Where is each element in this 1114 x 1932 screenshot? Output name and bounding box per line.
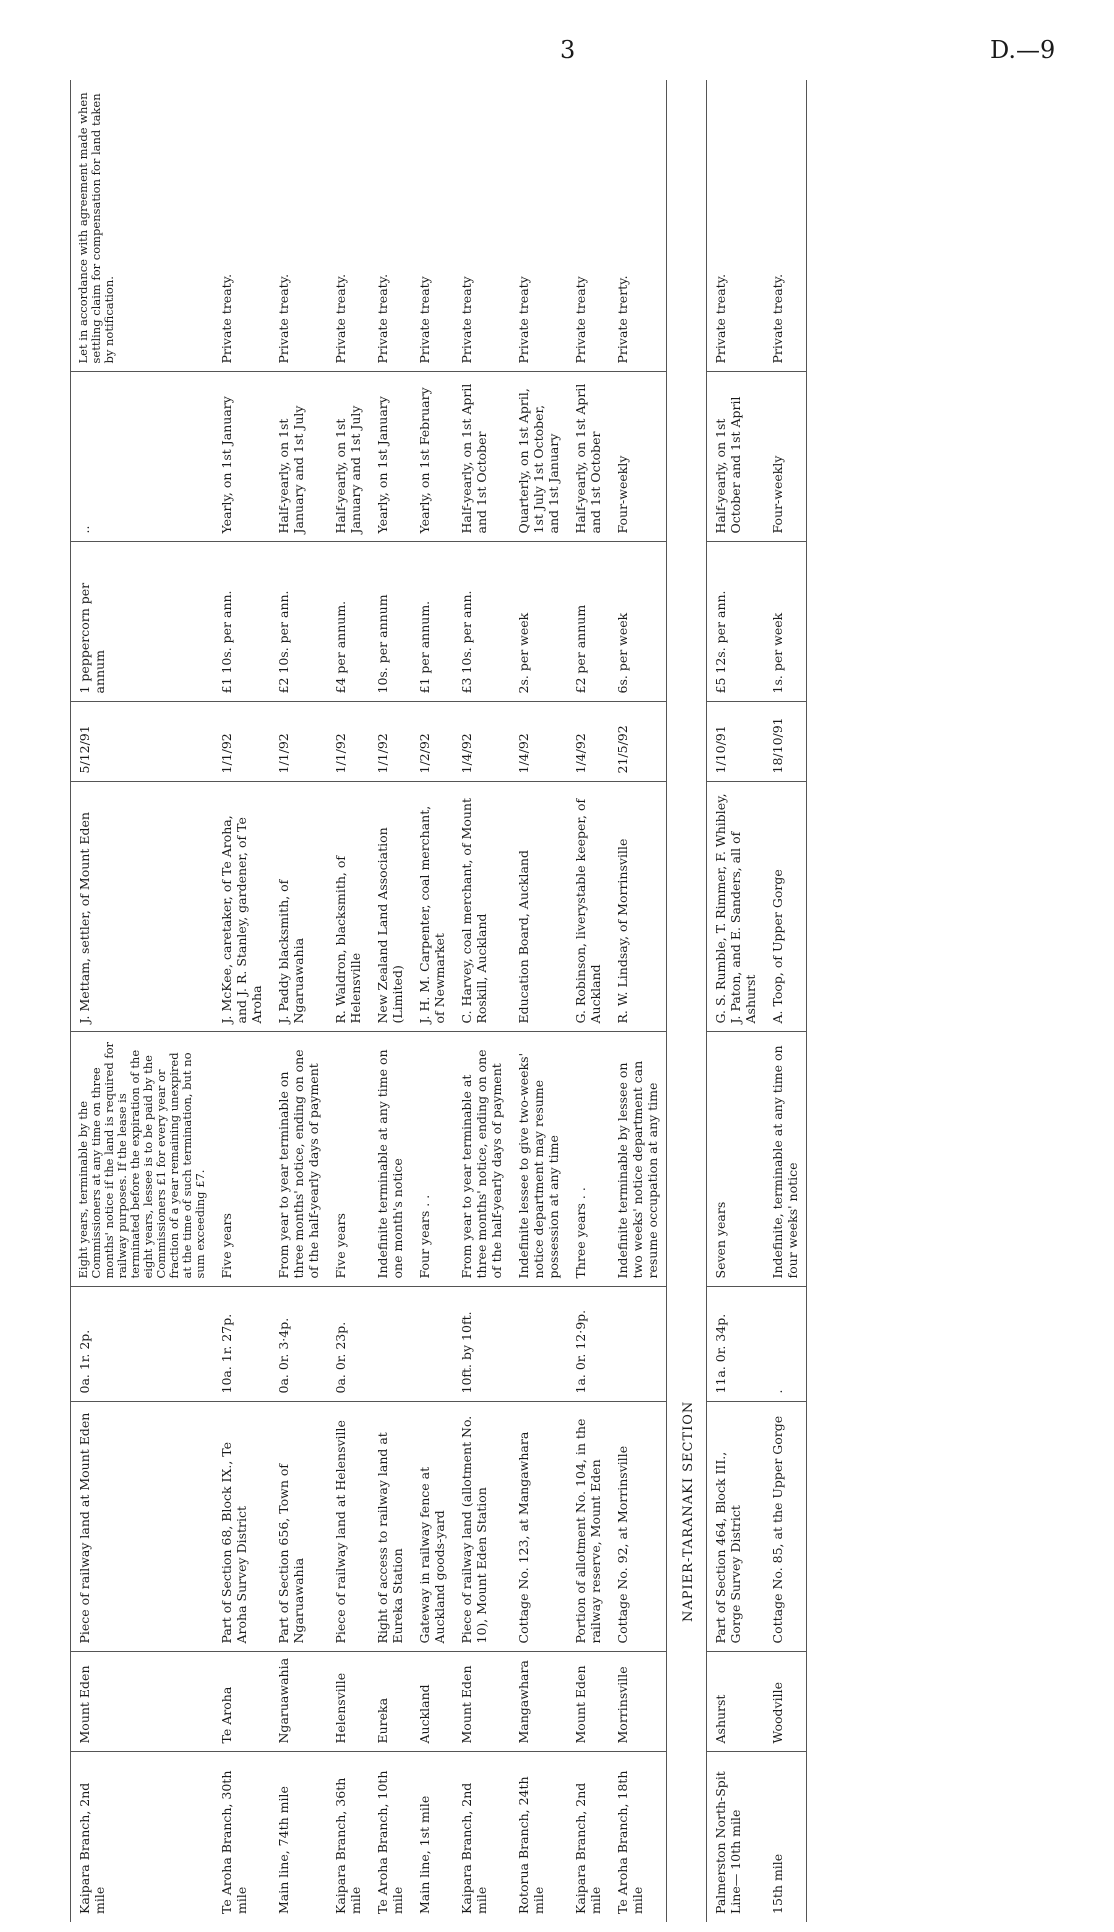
cell-payable: Yearly, on 1st January [213,372,270,542]
cell-term: Three years . . [567,1032,609,1287]
cell-station: Mangawhara [510,1652,567,1752]
cell-description: Cottage No. 85, at the Upper Gorge [764,1402,807,1652]
cell-area: 0a. 0r. 3·4p. [270,1287,327,1402]
cell-rent: £4 per annum. [327,542,369,702]
cell-date: 5/12/91 [71,702,214,782]
cell-payable: Half-yearly, on 1st April and 1st October [453,372,510,542]
cell-lessee: C. Harvey, coal merchant, of Mount Roskill, Auckland [453,782,510,1032]
cell-how-let: Private treaty [567,80,609,372]
cell-date: 1/10/91 [707,702,765,782]
lease-rows-napier-taranaki [707,80,807,1922]
cell-payable: Yearly, on 1st February [411,372,453,542]
cell-station: Ashurst [707,1652,765,1752]
cell-lessee: A. Toop, of Upper Gorge [764,782,807,1032]
cell-rent: £1 per annum. [411,542,453,702]
cell-term: From year to year terminable on three months' notice, ending on one of the half-yearly days of payment [270,1032,327,1287]
table-row [764,80,807,1922]
cell-how-let: Private trerty. [609,80,667,372]
table-row [369,80,411,1922]
cell-area [609,1287,667,1402]
cell-payable: Half-yearly, on 1st April and 1st October [567,372,609,542]
cell-location: Main line, 1st mile [417,1795,432,1914]
cell-lessee: R. Waldron, blacksmith, of Helensville [327,782,369,1032]
cell-station: Ngaruawahia [270,1652,327,1752]
cell-location: Te Aroha Branch, 30th mile [219,1770,249,1914]
cell-station: Te Aroha [213,1652,270,1752]
cell-area [411,1287,453,1402]
cell-station: Auckland [411,1652,453,1752]
cell-lessee: R. W. Lindsay, of Morrinsville [609,782,667,1032]
cell-station: Mount Eden [567,1652,609,1752]
cell-term: Four years . . [411,1032,453,1287]
cell-area: 0a. 1r. 2p. [71,1287,214,1402]
cell-how-let: Private treaty. [327,80,369,372]
cell-lessee: J. H. M. Carpenter, coal merchant, of Newmarket [411,782,453,1032]
cell-rent: 1 peppercorn per annum [71,542,214,702]
cell-date: 1/4/92 [510,702,567,782]
cell-description: Cottage No. 123, at Mangawhara [510,1402,567,1652]
cell-date: 18/10/91 [764,702,807,782]
cell-location: Main line, 74th mile [276,1786,291,1914]
cell-station: Eureka [369,1652,411,1752]
cell-area: 10ft. by 10ft. [453,1287,510,1402]
cell-term: Indefinite terminable at any time on one month's notice [369,1032,411,1287]
cell-area: 1a. 0r. 12·9p. [567,1287,609,1402]
cell-payable: Four-weekly [764,372,807,542]
cell-area [510,1287,567,1402]
page-number: 3 [560,36,576,64]
cell-rent: 10s. per annum [369,542,411,702]
cell-location: Te Aroha Branch, 10th mile [375,1770,405,1914]
cell-rent: 6s. per week [609,542,667,702]
cell-description: Part of Section 464, Block III., Gorge Survey District [707,1402,765,1652]
rotated-table-frame [70,80,1114,1914]
cell-station: Helensville [327,1652,369,1752]
table-row [567,80,609,1922]
cell-payable: Half-yearly, on 1st October and 1st April [707,372,765,542]
cell-description: Part of Section 656, Town of Ngaruawahia [270,1402,327,1652]
cell-rent: £3 10s. per ann. [453,542,510,702]
cell-payable: Four-weekly [609,372,667,542]
cell-term: Indefinite, terminable at any time on four weeks' notice [764,1032,807,1287]
cell-description: Gateway in railway fence at Auckland goods-yard [411,1402,453,1652]
cell-description: Piece of railway land (allotment No. 10), Mount Eden Station [453,1402,510,1652]
cell-date: 1/1/92 [270,702,327,782]
cell-description: Piece of railway land at Helensville [327,1402,369,1652]
table-row [327,80,369,1922]
cell-description: Portion of allotment No. 104, in the railway reserve, Mount Eden [567,1402,609,1652]
cell-date: 1/4/92 [453,702,510,782]
cell-term: Seven years [707,1032,765,1287]
cell-lessee: G. Robinson, liverystable keeper, of Auckland [567,782,609,1032]
cell-rent: £5 12s. per ann. [707,542,765,702]
cell-date: 1/4/92 [567,702,609,782]
cell-how-let: Private treaty. [707,80,765,372]
cell-rent: 1s. per week [764,542,807,702]
lease-rows-main [71,80,667,1922]
cell-how-let: Let in accordance with agreement made when settling claim for compensation for land taken by notification. [71,80,214,372]
section-heading: NAPIER-TARANAKI SECTION [681,1400,696,1622]
cell-station: Morrinsville [609,1652,667,1752]
cell-station: Woodville [764,1652,807,1752]
cell-term: Indefinite terminable by lessee on two weeks' notice department can resume occupation at any time [609,1032,667,1287]
cell-term: From year to year terminable at three months' notice, ending on one of the half-yearly days of payment [453,1032,510,1287]
cell-station: Mount Eden [453,1652,510,1752]
document-reference: D.—9 [990,36,1056,64]
cell-lessee: New Zealand Land Association (Limited) [369,782,411,1032]
table-row [510,80,567,1922]
cell-description: Piece of railway land at Mount Eden [71,1402,214,1652]
table-row [609,80,667,1922]
cell-location: 15th mile [764,1752,807,1922]
section-heading-group [667,80,707,1922]
cell-location: Te Aroha Branch, 18th mile [609,1752,667,1922]
cell-location: Rotorua Branch, 24th mile [516,1776,546,1914]
cell-area: 0a. 0r. 23p. [327,1287,369,1402]
table-row [213,80,270,1922]
cell-how-let: Private treaty. [270,80,327,372]
table-row [707,80,765,1922]
cell-location: Kaipara Branch, 2nd mile [573,1782,603,1914]
cell-rent: £1 10s. per ann. [213,542,270,702]
cell-lessee: G. S. Rumble, T. Rimmer, F. Whibley, J. Paton, and E. Sanders, all of Ashurst [707,782,765,1032]
cell-date: 1/1/92 [213,702,270,782]
rotated-table-content [70,80,1090,1922]
cell-how-let: Private treaty [453,80,510,372]
cell-payable: Yearly, on 1st January [369,372,411,542]
table-row [453,80,510,1922]
cell-how-let: Private treaty [411,80,453,372]
cell-description: Cottage No. 92, at Morrinsville [609,1402,667,1652]
cell-area: . [764,1287,807,1402]
cell-how-let: Private treaty. [764,80,807,372]
cell-lessee: J. Paddy blacksmith, of Ngaruawahia [270,782,327,1032]
cell-term: Eight years, terminable by the Commissioners at any time on three months' notice if the land is required for railway purposes. If the lease is terminated before the expiration of the eight years, lessee is to be paid by the Commissioners £1 for every year or fraction of a year remaining unexpired at the time of such termination, but no sum exceeding £7. [71,1032,214,1287]
cell-location: Kaipara Branch, 2nd mile [459,1782,489,1914]
cell-date: 1/1/92 [369,702,411,782]
cell-date: 1/1/92 [327,702,369,782]
cell-rent: £2 per annum [567,542,609,702]
cell-rent: £2 10s. per ann. [270,542,327,702]
cell-area [369,1287,411,1402]
cell-rent: 2s. per week [510,542,567,702]
cell-station: Mount Eden [71,1652,214,1752]
cell-term: Five years [327,1032,369,1287]
table-row [71,80,214,1922]
cell-term: Indefinite lessee to give two-weeks' notice department may resume possession at any time [510,1032,567,1287]
table-row [411,80,453,1922]
cell-payable: Quarterly, on 1st April, 1st July 1st October, and 1st January [510,372,567,542]
cell-location: Palmerston North-Spit Line— 10th mile [707,1752,765,1922]
cell-lessee: Education Board, Auckland [510,782,567,1032]
cell-area: 10a. 1r. 27p. [213,1287,270,1402]
cell-location: Kaipara Branch, 2nd mile [71,1752,214,1922]
lease-table [70,80,807,1922]
cell-how-let: Private treaty [510,80,567,372]
section-heading-row [667,80,707,1922]
cell-description: Part of Section 68, Block IX., Te Aroha Survey District [213,1402,270,1652]
cell-payable: .. [71,372,214,542]
cell-payable: Half-yearly, on 1st January and 1st July [327,372,369,542]
cell-how-let: Private treaty. [369,80,411,372]
cell-date: 1/2/92 [411,702,453,782]
cell-lessee: J. McKee, caretaker, of Te Aroha, and J. R. Stanley, gardener, of Te Aroha [213,782,270,1032]
cell-description: Right of access to railway land at Eureka Station [369,1402,411,1652]
cell-how-let: Private treaty. [213,80,270,372]
table-row [270,80,327,1922]
cell-payable: Half-yearly, on 1st January and 1st July [270,372,327,542]
cell-date: 21/5/92 [609,702,667,782]
cell-location: Kaipara Branch, 36th mile [333,1777,363,1914]
cell-lessee: J. Mettam, settler, of Mount Eden [71,782,214,1032]
cell-area: 11a. 0r. 34p. [707,1287,765,1402]
cell-term: Five years [213,1032,270,1287]
